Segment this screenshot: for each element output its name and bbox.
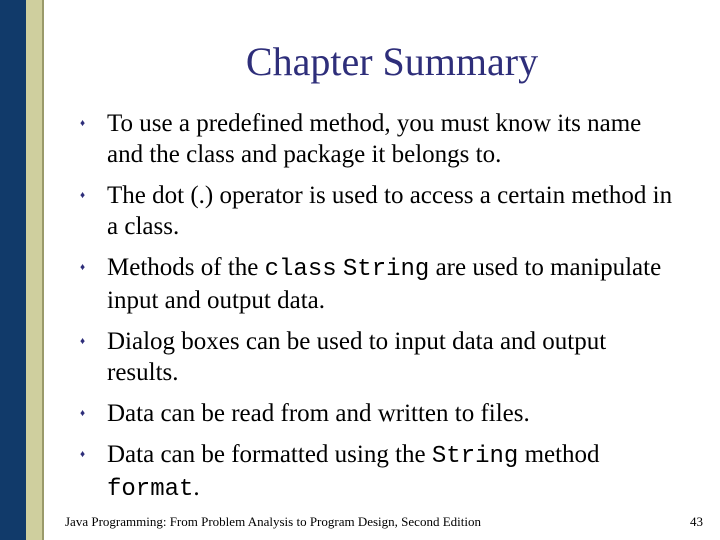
code-keyword: String <box>431 443 519 470</box>
page-number: 43 <box>690 514 703 529</box>
bullet-list <box>80 108 680 515</box>
code-keyword: String <box>342 256 430 283</box>
code-keyword: format <box>107 476 194 503</box>
bullet-item <box>80 180 680 242</box>
bullet-icon: ♦ <box>80 449 86 460</box>
bullet-text <box>107 254 661 314</box>
bullet-text-part: are used to manipulate input and output data. <box>107 254 662 314</box>
bullet-item <box>80 108 680 170</box>
bullet-icon: ♦ <box>80 262 86 273</box>
bullet-item <box>80 439 680 505</box>
bullet-text-part: . <box>193 474 200 501</box>
bullet-text: To use a predefined method, you must know its name and the class and package it belongs to. <box>107 110 642 168</box>
bullet-item <box>80 326 680 388</box>
bullet-text <box>107 441 600 501</box>
bullet-text-part: Methods of the <box>107 254 265 281</box>
bullet-icon: ♦ <box>80 336 86 347</box>
bullet-text: Data can be read from and written to files. <box>107 400 530 427</box>
bullet-item <box>80 252 680 316</box>
bullet-text: The dot (.) operator is used to access a certain method in a class. <box>107 182 673 240</box>
left-olive-bar <box>26 0 42 540</box>
bullet-text-part: Data can be formatted using the <box>107 441 432 468</box>
bullet-text: Dialog boxes can be used to input data and output results. <box>107 328 607 386</box>
bullet-text-part: method <box>518 441 600 468</box>
bullet-item <box>80 398 680 429</box>
footer-text: Java Programming: From Problem Analysis to Program Design, Second Edition <box>65 514 481 529</box>
slide-title: Chapter Summary <box>245 39 539 84</box>
bullet-icon: ♦ <box>80 118 86 129</box>
left-dark-bar <box>0 0 26 540</box>
bullet-icon: ♦ <box>80 408 86 419</box>
bullet-icon: ♦ <box>80 190 86 201</box>
code-keyword: class <box>264 256 337 283</box>
